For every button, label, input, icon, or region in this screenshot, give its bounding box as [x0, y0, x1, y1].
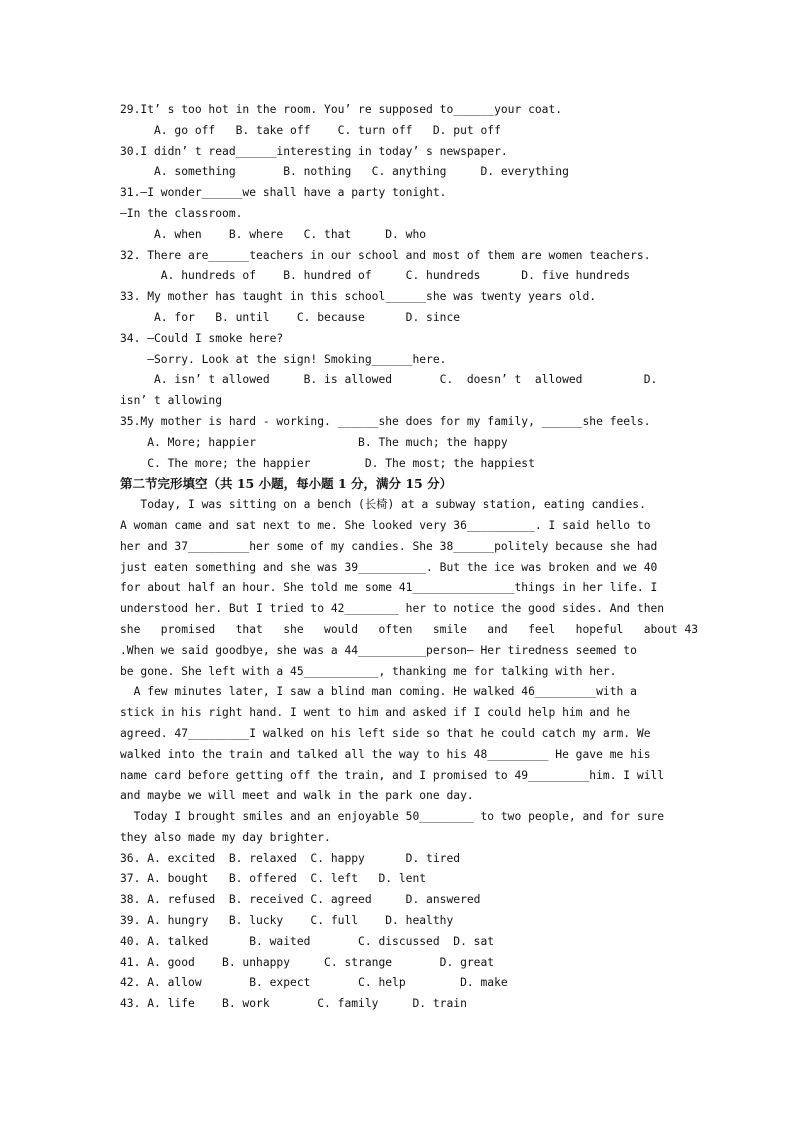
question-35: 35.My mother is hard - working. ______she does for my family, ______she feels.	[120, 414, 651, 428]
options-38: 38. A. refused B. received C. agreed D. answered	[120, 893, 481, 907]
question-34-reply: —Sorry. Look at the sign! Smoking______here.	[120, 352, 447, 366]
passage-line: be gone. She left with a 45___________, thanking me for talking with her.	[120, 664, 617, 678]
options-31: A. when B. where C. that D. who	[120, 227, 427, 241]
passage-line: they also made my day brighter.	[120, 830, 331, 844]
question-34: 34. —Could I smoke here?	[120, 331, 284, 345]
section-heading: 第二节完形填空（共 15 小题，每小题 1 分，满分 15 分）	[120, 476, 453, 492]
passage-line: walked into the train and talked all the way to his 48_________ He gave me his	[120, 747, 651, 761]
exam-page	[120, 100, 699, 1015]
cloze-passage	[120, 495, 699, 849]
passage-line: stick in his right hand. I went to him and asked if I could help him and he	[120, 706, 631, 720]
question-31-reply: —In the classroom.	[120, 206, 243, 220]
options-40: 40. A. talked B. waited C. discussed D. sat	[120, 934, 495, 948]
passage-line: Today, I was sitting on a bench (长椅) at a subway station, eating candies.	[120, 498, 646, 512]
options-42: 42. A. allow B. expect C. help D. make	[120, 976, 508, 990]
cloze-options	[120, 849, 676, 1015]
options-32: A. hundreds of B. hundred of C. hundreds D. five hundreds	[120, 269, 631, 283]
passage-line: for about half an hour. She told me some 41_______________things in her life. I	[120, 581, 658, 595]
options-35-c-d: C. The more; the happier D. The most; the happiest	[120, 456, 535, 470]
passage-line: agreed. 47_________I walked on his left side so that he could catch my arm. We	[120, 726, 651, 740]
passage-line: just eaten something and she was 39__________. But the ice was broken and we 40	[120, 560, 658, 574]
passage-line: and maybe we will meet and walk in the park one day.	[120, 789, 474, 803]
passage-line: Today I brought smiles and an enjoyable 50________ to two people, and for sure	[120, 810, 665, 824]
passage-line: she promised that she would often smile and feel hopeful about 43	[120, 622, 699, 636]
question-30: 30.I didn’ t read______interesting in today’ s newspaper.	[120, 144, 508, 158]
options-33: A. for B. until C. because D. since	[120, 310, 461, 324]
passage-line: A few minutes later, I saw a blind man coming. He walked 46_________with a	[120, 685, 637, 699]
options-41: 41. A. good B. unhappy C. strange D. great	[120, 955, 495, 969]
question-31: 31.—I wonder______we shall have a party tonight.	[120, 186, 447, 200]
passage-line: her and 37_________her some of my candies. She 38______politely because she had	[120, 539, 658, 553]
options-34-cont: isn’ t allowing	[120, 394, 223, 408]
passage-line: A woman came and sat next to me. She looked very 36__________. I said hello to	[120, 518, 651, 532]
options-29: A. go off B. take off C. turn off D. put off	[120, 123, 501, 137]
passage-line: name card before getting off the train, and I promised to 49_________him. I will	[120, 768, 665, 782]
passage-line: understood her. But I tried to 42________ her to notice the good sides. And then	[120, 602, 665, 616]
options-37: 37. A. bought B. offered C. left D. lent	[120, 872, 427, 886]
options-43: 43. A. life B. work C. family D. train	[120, 997, 467, 1011]
options-35-a-b: A. More; happier B. The much; the happy	[120, 435, 508, 449]
question-33: 33. My mother has taught in this school______she was twenty years old.	[120, 290, 597, 304]
options-36: 36. A. excited B. relaxed C. happy D. tired	[120, 851, 461, 865]
question-32: 32. There are______teachers in our school and most of them are women teachers.	[120, 248, 651, 262]
question-29: 29.It’ s too hot in the room. You’ re supposed to______your coat.	[120, 103, 563, 116]
options-30: A. something B. nothing C. anything D. everything	[120, 165, 569, 179]
grammar-questions	[120, 100, 676, 474]
options-39: 39. A. hungry B. lucky C. full D. healthy	[120, 914, 454, 928]
passage-line: .When we said goodbye, she was a 44__________person— Her tiredness seemed to	[120, 643, 637, 657]
options-34: A. isn’ t allowed B. is allowed C. doesn’ t allowed D.	[120, 373, 658, 387]
